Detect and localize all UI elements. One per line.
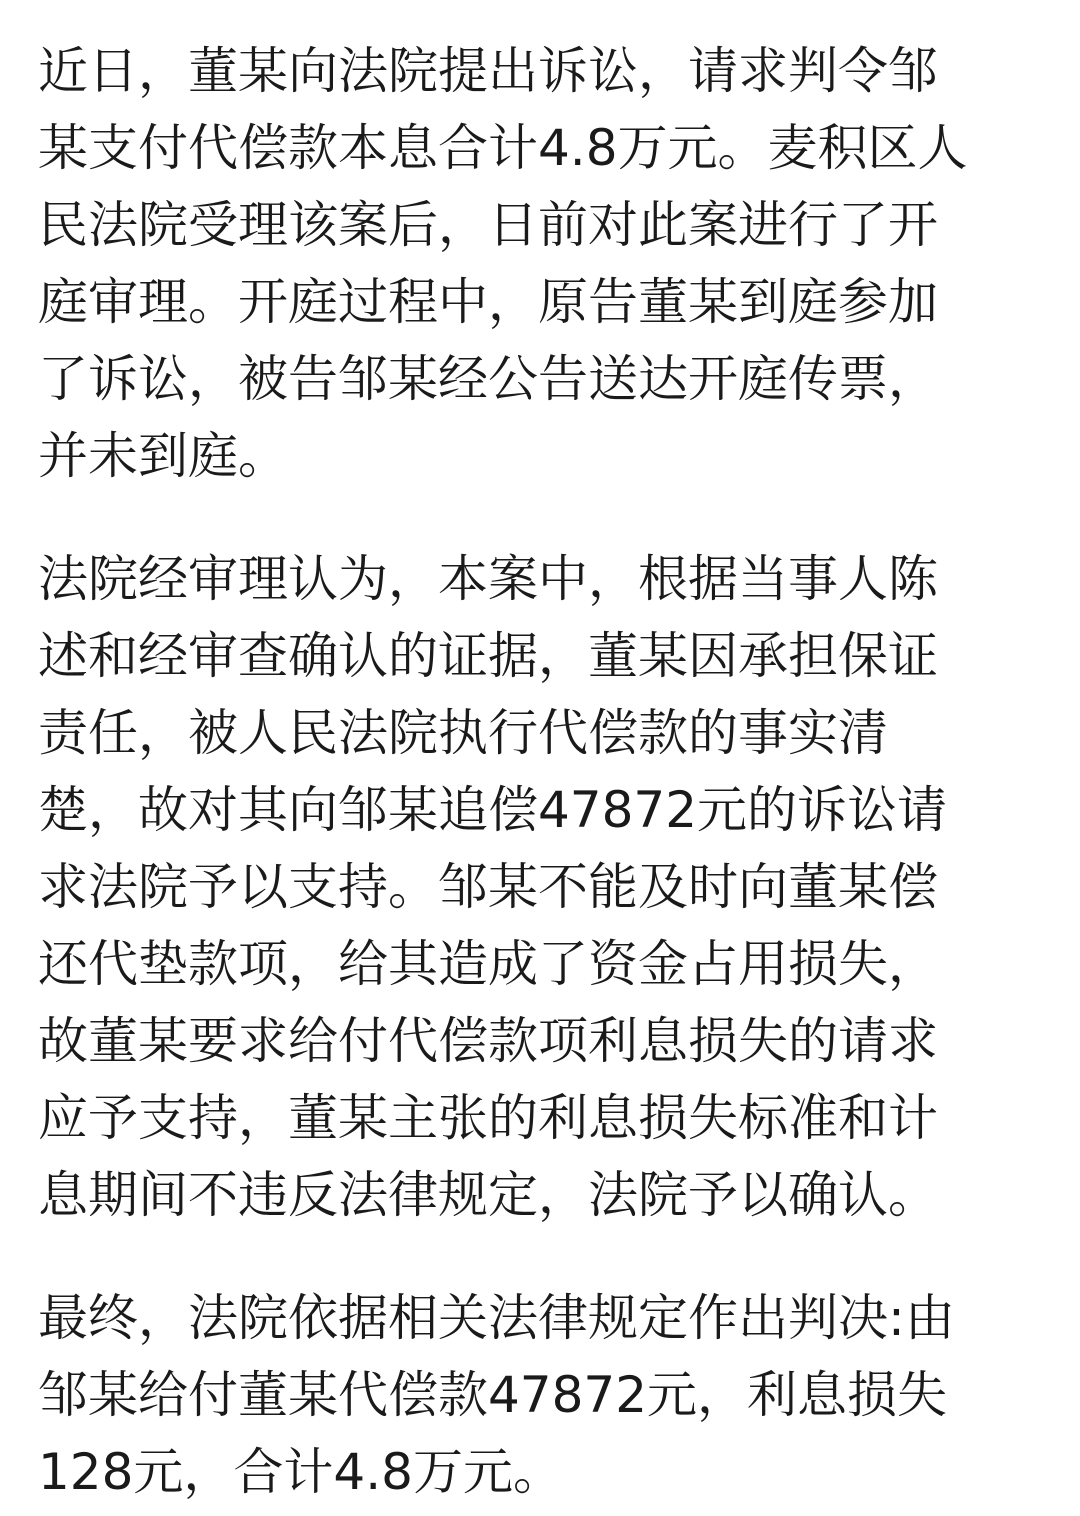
text-line: 最终，法院依据相关法律规定作出判决:由 [38, 1289, 955, 1347]
text-line: 还代垫款项，给其造成了资金占用损失， [38, 935, 938, 993]
text-line: 128元，合计4.8万元。 [38, 1443, 563, 1501]
text-line: 息期间不违反法律规定，法院予以确认。 [38, 1166, 938, 1224]
text-line: 了诉讼，被告邹某经公告送达开庭传票， [38, 350, 938, 408]
article-body [38, 33, 1028, 1511]
text-line: 民法院受理该案后，日前对此案进行了开 [38, 196, 938, 254]
text-line: 法院经审理认为，本案中，根据当事人陈 [38, 550, 938, 608]
text-line: 应予支持，董某主张的利息损失标准和计 [38, 1089, 938, 1147]
paragraph-case-filing [38, 33, 1028, 495]
text-line: 述和经审查确认的证据，董某因承担保证 [38, 627, 938, 685]
text-line: 并未到庭。 [38, 427, 288, 485]
paragraph-spacer [38, 1234, 1028, 1280]
paragraph-verdict [38, 1280, 1028, 1511]
text-line: 故董某要求给付代偿款项利息损失的请求 [38, 1012, 938, 1070]
paragraph-spacer [38, 495, 1028, 541]
paragraph-court-reasoning [38, 541, 1028, 1234]
text-line: 求法院予以支持。邹某不能及时向董某偿 [38, 858, 938, 916]
text-line: 责任，被人民法院执行代偿款的事实清 [38, 704, 888, 762]
text-line: 庭审理。开庭过程中，原告董某到庭参加 [38, 273, 938, 331]
text-line: 邹某给付董某代偿款47872元，利息损失 [38, 1366, 948, 1424]
text-line: 楚，故对其向邹某追偿47872元的诉讼请 [38, 781, 948, 839]
text-line: 某支付代偿款本息合计4.8万元。麦积区人 [38, 119, 968, 177]
text-line: 近日，董某向法院提出诉讼，请求判令邹 [38, 42, 938, 100]
